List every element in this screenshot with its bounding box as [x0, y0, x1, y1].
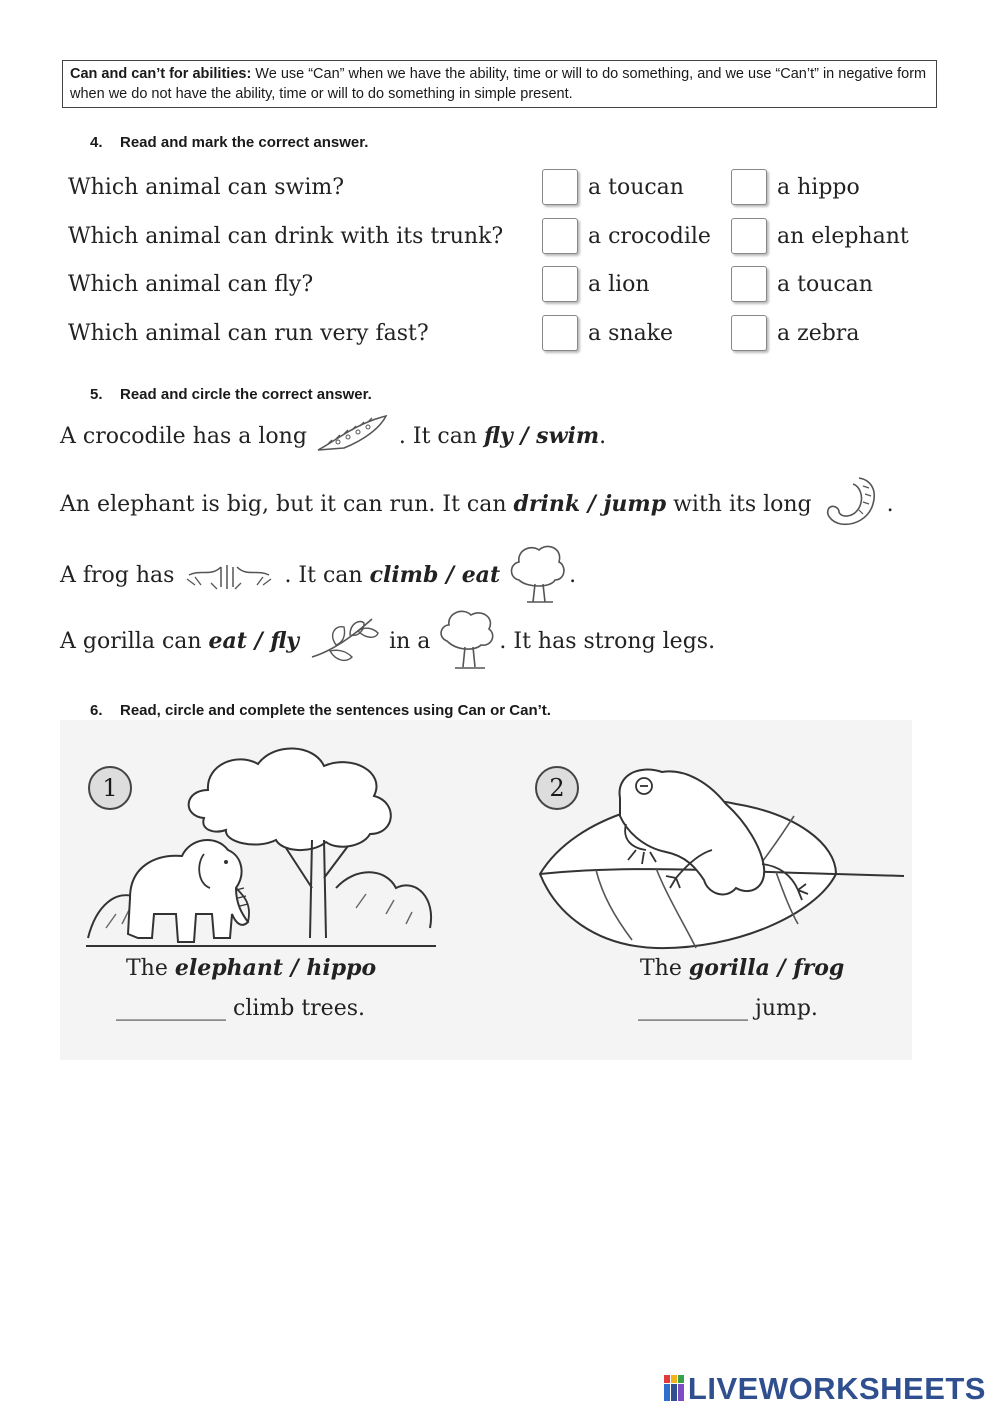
p1-the: The [126, 956, 175, 981]
option-q4-a: a snake [588, 321, 674, 346]
s4-middle: in a [389, 629, 431, 654]
option-q1-b: a hippo [777, 175, 860, 200]
section-5-title: Read and circle the correct answer. [120, 386, 372, 403]
frog-leaf-illustration [536, 744, 908, 952]
s3-choice[interactable]: climb / eat [369, 562, 501, 588]
p2-the: The [640, 956, 689, 981]
s4-end: . It has strong legs. [499, 629, 716, 654]
question-3: Which animal can fly? [68, 272, 314, 297]
p1-choice[interactable]: elephant / hippo [174, 955, 377, 981]
panel-1-line-1 [126, 955, 376, 981]
question-2: Which animal can drink with its trunk? [68, 224, 504, 249]
checkbox-q1-a[interactable] [542, 169, 578, 205]
grammar-info-box [62, 60, 937, 108]
s4-choice[interactable]: eat / fly [208, 628, 300, 654]
panel-2-line-2 [638, 996, 818, 1021]
s3-end: . [569, 563, 577, 588]
p1-blank[interactable]: __________ [116, 996, 226, 1021]
section-4-title: Read and mark the correct answer. [120, 134, 369, 151]
s1-choice[interactable]: fly / swim [484, 423, 600, 449]
checkbox-q2-b[interactable] [731, 218, 767, 254]
checkbox-q1-b[interactable] [731, 169, 767, 205]
question-1: Which animal can swim? [68, 175, 345, 200]
s3-start: A frog has [60, 563, 175, 588]
option-q1-a: a toucan [588, 175, 684, 200]
tail-picture-icon [314, 412, 392, 462]
checkbox-q4-a[interactable] [542, 315, 578, 351]
p2-blank[interactable]: __________ [638, 996, 748, 1021]
picture-number-1: 1 [88, 766, 132, 810]
s1-start: A crocodile has a long [60, 424, 307, 449]
s3-middle: . It can [284, 563, 370, 588]
sentence-5-1 [60, 412, 606, 462]
section-5-number: 5. [90, 386, 103, 403]
checkbox-q2-a[interactable] [542, 218, 578, 254]
sentence-5-4 [60, 605, 715, 679]
section-6-title: Read, circle and complete the sentences using Can or Can’t. [120, 702, 551, 719]
elephant-tree-illustration [86, 738, 436, 950]
info-title: Can and can’t for abilities: [70, 66, 252, 82]
legs-picture-icon [181, 553, 277, 599]
s1-middle: . It can [398, 424, 485, 449]
tree-picture-icon [507, 540, 569, 612]
option-q4-b: a zebra [777, 321, 860, 346]
section-5-heading [90, 386, 372, 403]
panel-2-line-1 [640, 955, 844, 981]
trunk-picture-icon [819, 474, 887, 536]
section-4-number: 4. [90, 134, 103, 151]
liveworksheets-logo [663, 1371, 986, 1407]
checkbox-q3-b[interactable] [731, 266, 767, 302]
s2-start: An elephant is big, but it can run. It can [60, 492, 514, 517]
option-q3-b: a toucan [777, 272, 873, 297]
p2-rest: jump. [748, 996, 818, 1021]
option-q2-a: a crocodile [588, 224, 711, 249]
option-q3-a: a lion [588, 272, 650, 297]
checkbox-q3-a[interactable] [542, 266, 578, 302]
section-6-number: 6. [90, 702, 103, 719]
section-6-heading [90, 702, 551, 719]
leaves-picture-icon [306, 611, 382, 673]
s2-end: . [886, 492, 894, 517]
option-q2-b: an elephant [777, 224, 909, 249]
logo-mark-icon [663, 1374, 685, 1402]
info-text: We use “Can” when we have the ability, time or will to do something, and we use “Can’t” in negative form when we do not have the ability, time or will to do something in simple present. [70, 66, 927, 102]
sentence-5-3 [60, 540, 576, 612]
s4-start: A gorilla can [60, 629, 209, 654]
p1-rest: climb trees. [226, 996, 366, 1021]
s1-end: . [599, 424, 607, 449]
question-4: Which animal can run very fast? [68, 321, 429, 346]
p2-choice[interactable]: gorilla / frog [688, 955, 845, 981]
brand-name: LIVEWORKSHEETS [687, 1371, 986, 1406]
s2-choice[interactable]: drink / jump [513, 491, 667, 517]
sentence-5-2 [60, 474, 894, 536]
checkbox-q4-b[interactable] [731, 315, 767, 351]
panel-1-line-2 [116, 996, 365, 1021]
section-4-heading [90, 134, 368, 151]
tree-picture-2-icon [437, 605, 499, 679]
s2-middle: with its long [666, 492, 812, 517]
picture-number-2: 2 [535, 766, 579, 810]
